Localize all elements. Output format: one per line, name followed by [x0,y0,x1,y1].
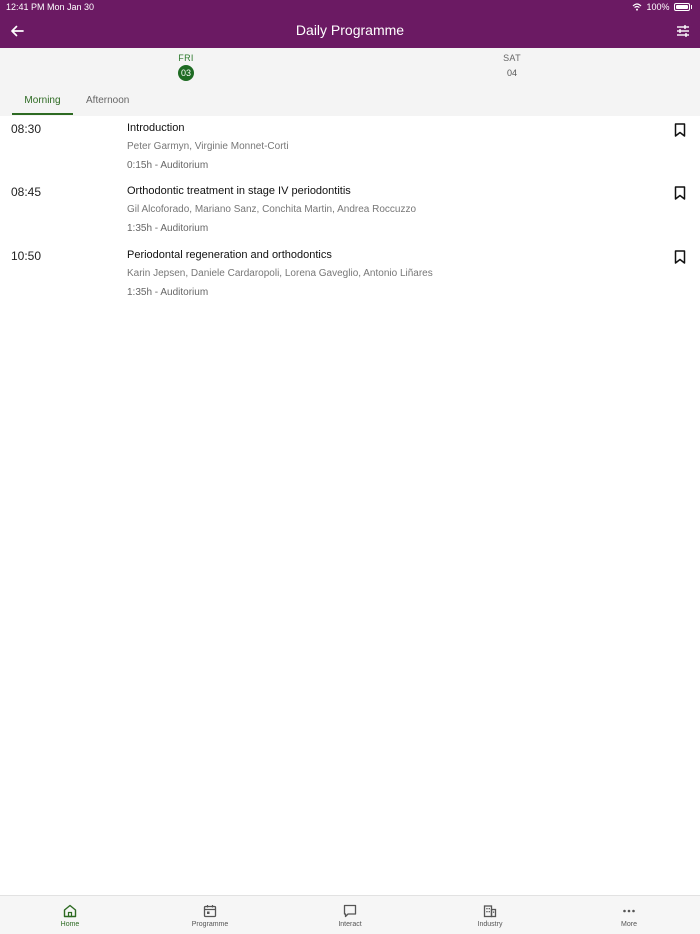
tabbar-interact[interactable] [315,903,385,928]
session-time: 08:30 [11,122,42,136]
day-name: FRI [178,53,194,63]
tabbar-more[interactable] [594,903,664,928]
tabbar-programme[interactable] [175,903,245,928]
wifi-icon [632,3,642,11]
session-row[interactable] [0,116,700,179]
session-meta: 1:35h - Auditorium [127,223,209,234]
battery-percent: 100% [646,2,670,12]
tabbar-label: Home [60,921,80,928]
tabbar-label: Industry [477,921,503,928]
status-bar [0,0,700,14]
session-meta: 0:15h - Auditorium [127,160,209,171]
battery-cap [691,5,693,9]
home-icon [62,903,78,919]
session-title: Orthodontic treatment in stage IV periodontitis [127,185,351,197]
session-title: Introduction [127,122,185,134]
more-dots-icon [621,903,637,919]
session-time: 10:50 [11,249,42,263]
session-row[interactable] [0,243,700,306]
day-name: SAT [503,53,521,63]
building-icon [482,903,498,919]
day-number: 03 [178,65,194,81]
session-title: Periodontal regeneration and orthodontics [127,249,332,261]
tab-morning[interactable]: Morning [12,95,73,115]
tabbar-home[interactable] [35,903,105,928]
tabbar-label: More [621,921,637,928]
session-time: 08:45 [11,185,42,199]
bookmark-icon[interactable] [674,123,686,137]
chat-icon [342,903,358,919]
filter-sliders-icon[interactable] [674,22,692,40]
tab-afternoon[interactable]: Afternoon [86,95,130,106]
bottom-tab-bar [0,895,700,934]
day-sat[interactable] [482,53,542,81]
session-row[interactable] [0,179,700,242]
day-fri[interactable] [156,53,216,81]
tabbar-label: Interact [338,921,362,928]
calendar-icon [202,903,218,919]
bookmark-icon[interactable] [674,250,686,264]
battery-icon [674,3,690,11]
time-tabs [0,92,700,115]
app-header [0,0,700,48]
status-indicators [632,2,692,12]
tabbar-label: Programme [191,921,229,928]
day-number: 04 [506,68,517,78]
page-title: Daily Programme [295,22,405,38]
status-time: 12:41 PM [6,2,45,12]
session-speakers: Karin Jepsen, Daniele Cardaropoli, Lorena Gaveglio, Antonio Liñares [127,268,433,279]
session-speakers: Gil Alcoforado, Mariano Sanz, Conchita Martin, Andrea Roccuzzo [127,204,417,215]
day-selector [0,48,700,116]
status-date: Mon Jan 30 [47,2,95,12]
tabbar-industry[interactable] [455,903,525,928]
bookmark-icon[interactable] [674,186,686,200]
session-meta: 1:35h - Auditorium [127,287,209,298]
session-speakers: Peter Garmyn, Virginie Monnet-Corti [127,141,289,152]
